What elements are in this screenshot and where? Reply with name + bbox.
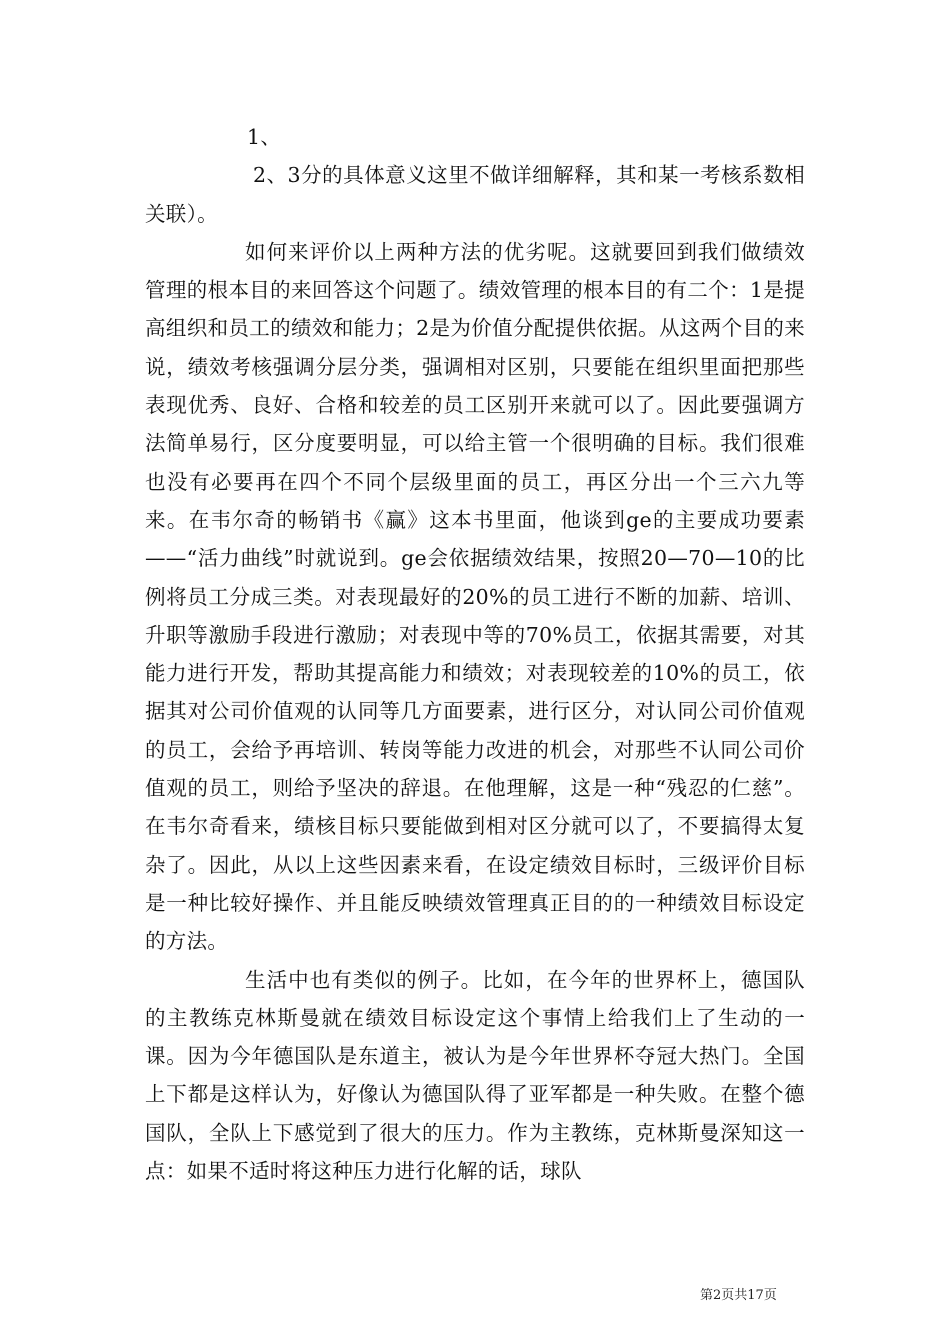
paragraph-item-1: 1、 [247, 125, 282, 149]
page-number-footer: 第2页共17页 [700, 1288, 777, 1303]
document-body [145, 118, 805, 1190]
paragraph-item-2: 2、3分的具体意义这里不做详细解释，其和某一考核系数相关联）。 [145, 163, 805, 226]
paragraph-main-argument: 如何来评价以上两种方法的优劣呢。这就要回到我们做绩效管理的根本目的来回答这个问题了。绩效管理的根本目的有二个：1是提高组织和员工的绩效和能力；2是为价值分配提供依据。从这两个目的来说，绩效考核强调分层分类，强调相对区别，只要能在组织里面把那些表现优秀、良好、合格和较差的员工区别开来就可以了。因此要强调方法简单易行，区分度要明显，可以给主管一个很明确的目标。我们很难也没有必要再在四个不同个层级里面的员工，再区分出一个三六九等来。在韦尔奇的畅销书《赢》这本书里面，他谈到ge的主要成功要素——“活力曲线”时就说到。ge会依据绩效结果，按照20—70—10的比例将员工分成三类。对表现最好的20%的员工进行不断的加薪、培训、升职等激励手段进行激励；对表现中等的70%员工，依据其需要，对其能力进行开发，帮助其提高能力和绩效；对表现较差的10%的员工，依据其对公司价值观的认同等几方面要素，进行区分，对认同公司价值观的员工，会给予再培训、转岗等能力改进的机会，对那些不认同公司价值观的员工，则给予坚决的辞退。在他理解，这是一种“残忍的仁慈”。在韦尔奇看来，绩核目标只要能做到相对区分就可以了，不要搞得太复杂了。因此，从以上这些因素来看，在设定绩效目标时，三级评价目标是一种比较好操作、并且能反映绩效管理真正目的的一种绩效目标设定的方法。 [145, 239, 805, 954]
paragraph-world-cup-example: 生活中也有类似的例子。比如，在今年的世界杯上，德国队的主教练克林斯曼就在绩效目标设定这个事情上给我们上了生动的一课。因为今年德国队是东道主，被认为是今年世界杯夺冠大热门。全国上下都是这样认为，好像认为德国队得了亚军都是一种失败。在整个德国队，全队上下感觉到了很大的压力。作为主教练，克林斯曼深知这一点：如果不适时将这种压力进行化解的话，球队 [145, 967, 805, 1184]
